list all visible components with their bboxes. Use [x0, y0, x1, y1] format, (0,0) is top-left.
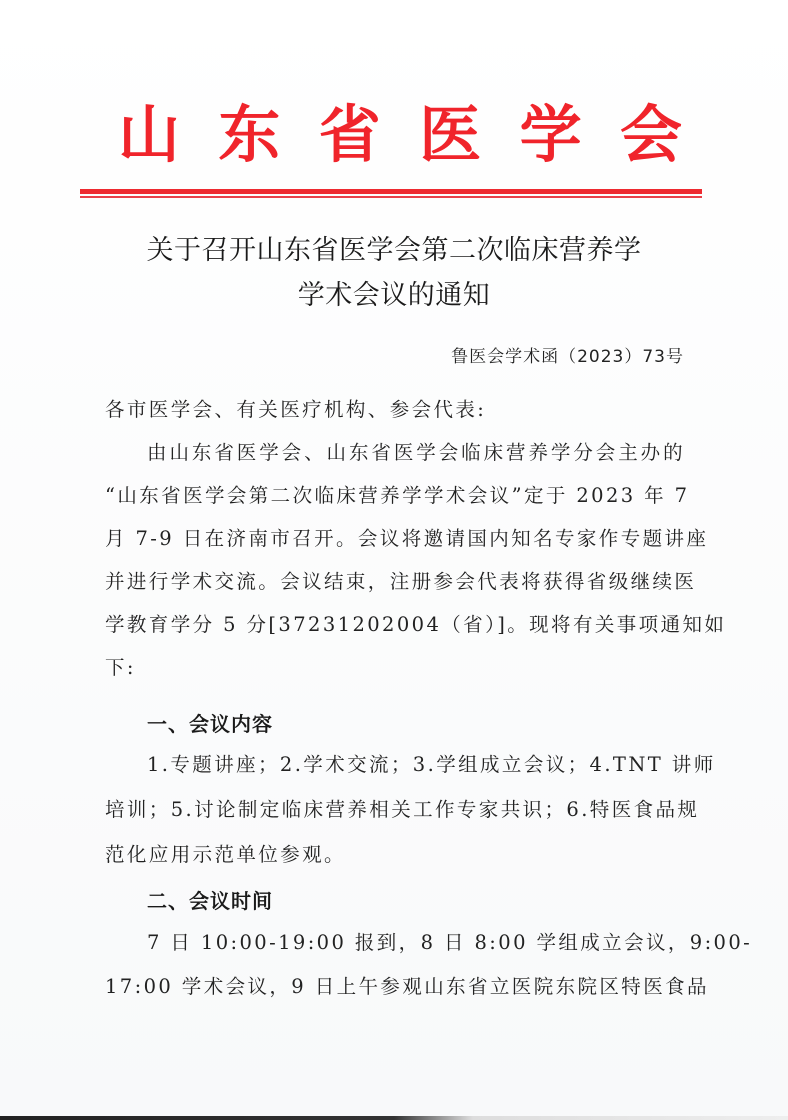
letterhead-masthead [100, 92, 700, 178]
red-divider-thick [80, 189, 702, 194]
section-heading-time: 二、会议时间 [147, 889, 273, 913]
paragraph-line: 17:00 学术会议，9 日上午参观山东省立医院东院区特医食品 [105, 975, 709, 998]
scan-edge [0, 1116, 788, 1120]
masthead-char: 东 [218, 98, 281, 171]
paragraph-line: 7 日 10:00-19:00 报到，8 日 8:00 学组成立会议，9:00- [147, 931, 753, 954]
paragraph-line: 并进行学术交流。会议结束，注册参会代表将获得省级继续医 [105, 570, 697, 593]
masthead-char: 会 [619, 98, 682, 171]
notice-title-line-1: 关于召开山东省医学会第二次临床营养学 [146, 235, 642, 266]
masthead-char: 省 [318, 98, 381, 171]
paragraph-line: 1.专题讲座；2.学术交流；3.学组成立会议；4.TNT 讲师 [147, 753, 716, 776]
paragraph-line: 下: [105, 656, 136, 679]
paragraph-line: “山东省医学会第二次临床营养学学术会议”定于 2023 年 7 [105, 484, 690, 507]
red-divider-thin [80, 196, 702, 198]
paragraph-line: 学教育学分 5 分[37231202004（省）]。现将有关事项通知如 [105, 613, 727, 636]
document-number: 鲁医会学术函（2023）73号 [451, 347, 684, 367]
masthead-char: 山 [118, 98, 181, 171]
paragraph-line: 范化应用示范单位参观。 [105, 843, 346, 866]
paragraph-line: 由山东省医学会、山东省医学会临床营养学分会主办的 [147, 441, 685, 464]
paragraph-line: 月 7-9 日在济南市召开。会议将邀请国内知名专家作专题讲座 [105, 527, 709, 550]
notice-title-line-2: 学术会议的通知 [297, 280, 491, 311]
masthead-char: 医 [419, 98, 482, 171]
paragraph-line: 培训；5.讨论制定临床营养相关工作专家共识；6.特医食品规 [105, 798, 700, 821]
salutation: 各市医学会、有关医疗机构、参会代表: [105, 398, 487, 421]
section-heading-content: 一、会议内容 [147, 712, 273, 736]
masthead-char: 学 [519, 98, 582, 171]
